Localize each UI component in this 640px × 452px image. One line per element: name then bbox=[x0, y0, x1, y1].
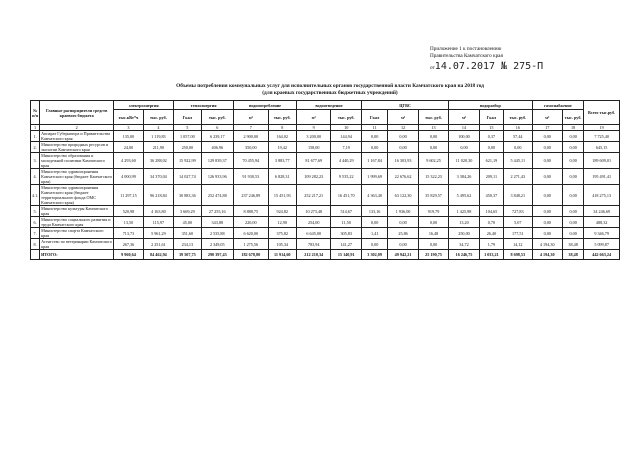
table-cell: 5,07 bbox=[504, 217, 532, 228]
table-cell: 252 217,21 bbox=[296, 185, 331, 206]
table-cell: 450,37 bbox=[479, 185, 503, 206]
table-cell: 6 645,00 bbox=[296, 228, 331, 239]
column-index: 4 bbox=[143, 125, 173, 131]
table-row bbox=[31, 228, 620, 239]
table-cell: 2 251,61 bbox=[143, 239, 173, 250]
column-index: 19 bbox=[584, 125, 620, 131]
table-cell: 621,19 bbox=[479, 153, 503, 169]
column-index: 2 bbox=[40, 125, 114, 131]
column-index: 6 bbox=[201, 125, 233, 131]
table-cell: 144,94 bbox=[331, 131, 361, 142]
table-cell: 7 725,40 bbox=[584, 131, 620, 142]
table-cell: 0,00 bbox=[418, 131, 448, 142]
table-cell: 211,90 bbox=[143, 142, 173, 153]
table-cell: 4 194,30 bbox=[532, 239, 562, 250]
table-cell: 24,00 bbox=[114, 142, 143, 153]
table-cell: 115,97 bbox=[143, 217, 173, 228]
table-cell: 1 275,56 bbox=[234, 239, 269, 250]
group-header: водопотребление bbox=[234, 101, 297, 110]
unit-header: м³ bbox=[449, 110, 479, 125]
table-cell: 5 961,29 bbox=[143, 228, 173, 239]
table-cell: 0,00 bbox=[504, 142, 532, 153]
table-cell: 19,42 bbox=[268, 142, 296, 153]
column-index: 5 bbox=[174, 125, 201, 131]
row-name: Министерство спорта Камчатского края bbox=[40, 228, 114, 239]
table-cell: 133,16 bbox=[361, 206, 387, 217]
table-cell: 343,88 bbox=[201, 217, 233, 228]
table-cell: 0,00 bbox=[388, 239, 418, 250]
column-index: 9 bbox=[296, 125, 331, 131]
table-cell: 305,83 bbox=[331, 228, 361, 239]
table-cell: 0,00 bbox=[418, 239, 448, 250]
table-cell: 0,00 bbox=[479, 142, 503, 153]
column-index: 10 bbox=[331, 125, 361, 131]
table-cell: 0,00 bbox=[532, 142, 562, 153]
table-cell: 0,00 bbox=[562, 142, 583, 153]
table-cell: 10 273,48 bbox=[296, 206, 331, 217]
table-cell: 70 455,94 bbox=[234, 153, 269, 169]
total-cell: 49 942,21 bbox=[388, 250, 418, 260]
table-cell: 250,00 bbox=[174, 142, 201, 153]
table-cell: 0,00 bbox=[532, 185, 562, 206]
table-cell: 418 275,13 bbox=[584, 185, 620, 206]
table-cell: 45,00 bbox=[174, 217, 201, 228]
row-name: Министерство здравоохранения Камчатского края (бюджет территориального фонда ОМС Камчатского края) bbox=[40, 185, 114, 206]
table-cell: 406,96 bbox=[201, 142, 233, 153]
table-cell: 9 602,25 bbox=[418, 153, 448, 169]
table-cell: 488,32 bbox=[584, 217, 620, 228]
table-cell: 919,79 bbox=[418, 206, 448, 217]
table-cell: 514,67 bbox=[331, 206, 361, 217]
table-cell: 1 167,84 bbox=[361, 153, 387, 169]
table-cell: 250,00 bbox=[449, 228, 479, 239]
table-cell: 3 883,77 bbox=[268, 153, 296, 169]
table-cell: 126 933,96 bbox=[201, 169, 233, 185]
table-cell: 189 609,01 bbox=[584, 153, 620, 169]
table-cell: 11,50 bbox=[331, 217, 361, 228]
table-cell: 4 163,80 bbox=[143, 206, 173, 217]
table-cell: 0,00 bbox=[361, 239, 387, 250]
table-cell: 1 425,98 bbox=[449, 206, 479, 217]
unit-header: Гкал bbox=[174, 110, 201, 125]
table-cell: 924,82 bbox=[268, 206, 296, 217]
table-cell: 3 384,26 bbox=[449, 169, 479, 185]
table-cell: 96 218,84 bbox=[143, 185, 173, 206]
table-cell: 4 440,29 bbox=[331, 153, 361, 169]
table-cell: 2 900,00 bbox=[234, 131, 269, 142]
table-cell: 2 535,88 bbox=[201, 228, 233, 239]
table-cell: 34 370,04 bbox=[143, 169, 173, 185]
table-cell: 0,37 bbox=[479, 131, 503, 142]
column-index: 17 bbox=[532, 125, 562, 131]
table-cell: 16 451,70 bbox=[331, 185, 361, 206]
table-cell: 14,12 bbox=[504, 239, 532, 250]
row-name: Министерство образования и молодежной политики Камчатского края bbox=[40, 153, 114, 169]
table-cell: 100,00 bbox=[449, 131, 479, 142]
row-number: 3. bbox=[31, 153, 40, 169]
table-cell: 195 491,41 bbox=[584, 169, 620, 185]
row-name: Министерство культуры Камчатского края bbox=[40, 206, 114, 217]
unit-header: тыс. руб. bbox=[418, 110, 448, 125]
table-cell: 1 119,83 bbox=[143, 131, 173, 142]
table-cell: 6 239,17 bbox=[201, 131, 233, 142]
column-index: 18 bbox=[562, 125, 583, 131]
col-header-total: Всего тыс.руб. bbox=[584, 101, 620, 125]
table-cell: 0,00 bbox=[388, 217, 418, 228]
total-cell: 11 914,60 bbox=[268, 250, 296, 260]
table-cell: 26,40 bbox=[479, 228, 503, 239]
table-cell: 0,00 bbox=[388, 131, 418, 142]
table-cell: 9 535,22 bbox=[331, 169, 361, 185]
row-name: Министерство здравоохранения Камчатского края (бюджет Камчатского края) bbox=[41, 169, 113, 184]
total-cell: 15 140,91 bbox=[331, 250, 361, 260]
table-cell: 13,50 bbox=[114, 217, 143, 228]
table-row bbox=[31, 153, 620, 169]
table-cell: 109 282,23 bbox=[296, 169, 331, 185]
table-cell: 4 363,40 bbox=[361, 185, 387, 206]
table-cell: 35 829,57 bbox=[418, 185, 448, 206]
group-header: водоотведение bbox=[296, 101, 361, 110]
table-cell: 105,34 bbox=[268, 239, 296, 250]
row-number: 4.1. bbox=[31, 185, 40, 206]
table-cell: 0,00 bbox=[418, 142, 448, 153]
table-cell: 34,72 bbox=[449, 239, 479, 250]
table-cell: 15 922,99 bbox=[174, 153, 201, 169]
table-cell: 1,79 bbox=[479, 239, 503, 250]
table-cell: 1,41 bbox=[361, 228, 387, 239]
row-name: Министерство природных ресурсов и экологии Камчатского края bbox=[40, 142, 114, 153]
total-cell: 182 678,80 bbox=[234, 250, 269, 260]
table-cell: 0,00 bbox=[562, 153, 583, 169]
table-row bbox=[31, 185, 620, 206]
group-header: водоразбор bbox=[449, 101, 532, 110]
table-cell: 209,11 bbox=[479, 169, 503, 185]
table-cell: 237 246,89 bbox=[234, 185, 269, 206]
table-cell: 254,00 bbox=[296, 217, 331, 228]
table-cell: 0,00 bbox=[532, 217, 562, 228]
col-header-number: № п/п bbox=[31, 101, 40, 125]
table-cell: 783,94 bbox=[296, 239, 331, 250]
column-index: 13 bbox=[418, 125, 448, 131]
column-index: 11 bbox=[361, 125, 387, 131]
table-cell: 0,00 bbox=[562, 169, 583, 185]
table-cell: 0,00 bbox=[361, 142, 387, 153]
header-line-2: Правительства Камчатского края bbox=[430, 53, 503, 59]
table-cell: 30 883,36 bbox=[174, 185, 201, 206]
table-cell: 22 676,62 bbox=[388, 169, 418, 185]
row-number: 7. bbox=[31, 228, 40, 239]
total-row bbox=[31, 250, 620, 260]
date-stamp bbox=[430, 61, 630, 74]
table-cell: 1 936,00 bbox=[388, 206, 418, 217]
table-cell: 0,00 bbox=[532, 169, 562, 185]
table-cell: 34 246,69 bbox=[584, 206, 620, 217]
unit-header: тыс. руб. bbox=[504, 110, 532, 125]
unit-header: м³ bbox=[388, 110, 418, 125]
table-cell: 267,36 bbox=[114, 239, 143, 250]
col-header-name: Главные распорядители средств краевого бюджета bbox=[40, 101, 114, 125]
total-cell: 290 397,43 bbox=[201, 250, 233, 260]
row-number: 6. bbox=[31, 217, 40, 228]
table-cell: 91 930,53 bbox=[234, 169, 269, 185]
row-number: 5. bbox=[31, 206, 40, 217]
resolution-header bbox=[430, 46, 630, 74]
table-cell: 5 495,62 bbox=[449, 185, 479, 206]
table-row bbox=[31, 169, 620, 185]
table-cell: 15 322,23 bbox=[418, 169, 448, 185]
table-cell: 158,00 bbox=[296, 142, 331, 153]
table-cell: 63 122,30 bbox=[388, 185, 418, 206]
table-cell: 14 027,74 bbox=[174, 169, 201, 185]
table-cell: 16,48 bbox=[418, 228, 448, 239]
total-cell: 1 033,21 bbox=[479, 250, 503, 260]
row-number: 4. bbox=[31, 169, 40, 185]
table-cell: 350,00 bbox=[234, 142, 269, 153]
table-cell: 6 828,31 bbox=[268, 169, 296, 185]
table-cell: 220,00 bbox=[234, 217, 269, 228]
column-index: 8 bbox=[268, 125, 296, 131]
total-cell: 84 462,94 bbox=[143, 250, 173, 260]
table-cell: 25,86 bbox=[388, 228, 418, 239]
table-cell: 81 677,69 bbox=[296, 153, 331, 169]
table-cell: 36 288,02 bbox=[143, 153, 173, 169]
table-cell: 713,73 bbox=[114, 228, 143, 239]
column-index: 12 bbox=[388, 125, 418, 131]
table-cell: 12,90 bbox=[268, 217, 296, 228]
total-cell: 25 190,75 bbox=[418, 250, 448, 260]
table-cell: 0,00 bbox=[562, 228, 583, 239]
unit-header: м³ bbox=[296, 110, 331, 125]
total-cell: 4 194,30 bbox=[532, 250, 562, 260]
total-cell: 212 210,34 bbox=[296, 250, 331, 260]
total-cell: 9 960,64 bbox=[114, 250, 143, 260]
total-cell: 3 302,09 bbox=[361, 250, 387, 260]
table-row bbox=[31, 142, 620, 153]
column-index: 16 bbox=[504, 125, 532, 131]
table-cell: 0,00 bbox=[361, 217, 387, 228]
unit-header: тыс. руб. bbox=[268, 110, 296, 125]
table-cell: 5 099,87 bbox=[584, 239, 620, 250]
table-cell: 0,00 bbox=[532, 228, 562, 239]
table-cell: 11 020,30 bbox=[449, 153, 479, 169]
column-index: 7 bbox=[234, 125, 269, 131]
group-header: теплоэнергия bbox=[174, 101, 234, 110]
consumption-table bbox=[30, 100, 620, 260]
table-cell: 3 669,29 bbox=[174, 206, 201, 217]
column-index: 1 bbox=[31, 125, 40, 131]
unit-header: тыс.кВт*ч bbox=[114, 110, 143, 125]
unit-header: тыс. руб. bbox=[201, 110, 233, 125]
total-cell: 16 246,75 bbox=[449, 250, 479, 260]
title-line-1: Объемы потребления коммунальных услуг для исполнительных органов государственной власти Камчатского края на 2018 год bbox=[176, 83, 484, 89]
total-row-number bbox=[31, 250, 40, 260]
unit-header: Гкал bbox=[479, 110, 503, 125]
table-cell: 234,13 bbox=[174, 239, 201, 250]
table-cell: 2 271,43 bbox=[504, 169, 532, 185]
table-cell: 13,20 bbox=[449, 217, 479, 228]
total-label: ИТОГО: bbox=[40, 250, 114, 260]
total-cell: 442 663,24 bbox=[584, 250, 620, 260]
row-number: 8. bbox=[31, 239, 40, 250]
table-cell: 27 255,16 bbox=[201, 206, 233, 217]
table-cell: 177,51 bbox=[504, 228, 532, 239]
table-cell: 16 303,93 bbox=[388, 153, 418, 169]
row-name: Агентство по ветеринарии Камчатского края bbox=[41, 239, 112, 249]
table-cell: 3 200,00 bbox=[296, 131, 331, 142]
table-cell: 645,15 bbox=[584, 142, 620, 153]
table-cell: 0,00 bbox=[562, 206, 583, 217]
table-cell: 15 451,93 bbox=[268, 185, 296, 206]
table-row bbox=[31, 217, 620, 228]
table-cell: 1 999,69 bbox=[361, 169, 387, 185]
table-cell: 38,48 bbox=[562, 239, 583, 250]
table-cell: 0,00 bbox=[532, 131, 562, 142]
table-cell: 375,82 bbox=[268, 228, 296, 239]
table-cell: 11 297,15 bbox=[114, 185, 143, 206]
table-cell: 5 445,11 bbox=[504, 153, 532, 169]
table-cell: 0,00 bbox=[388, 142, 418, 153]
document-title bbox=[150, 83, 510, 96]
title-line-2: (для краевых государственных бюджетных учреждений) bbox=[262, 89, 398, 96]
table-cell: 141,27 bbox=[331, 239, 361, 250]
table-cell: 164,02 bbox=[268, 131, 296, 142]
table-cell: 6 620,00 bbox=[234, 228, 269, 239]
table-cell: 351,60 bbox=[174, 228, 201, 239]
total-cell: 39 507,75 bbox=[174, 250, 201, 260]
unit-header: м³ bbox=[532, 110, 562, 125]
table-cell: 1 057,00 bbox=[174, 131, 201, 142]
table-cell: 8 888,75 bbox=[234, 206, 269, 217]
unit-header: тыс. руб. bbox=[562, 110, 583, 125]
unit-header: Гкал bbox=[361, 110, 387, 125]
date-value: 14.07.2017 № 275-П bbox=[434, 61, 544, 72]
table-cell: 135,00 bbox=[114, 131, 143, 142]
table-cell: 7,19 bbox=[331, 142, 361, 153]
table-cell: 104,65 bbox=[479, 206, 503, 217]
unit-header: тыс. руб. bbox=[331, 110, 361, 125]
table-row bbox=[31, 131, 620, 142]
table-cell: 0,00 bbox=[562, 217, 583, 228]
group-header: электроэнергия bbox=[114, 101, 174, 110]
table-cell: 0,00 bbox=[562, 131, 583, 142]
table-cell: 3 848,21 bbox=[504, 185, 532, 206]
total-cell: 38,48 bbox=[562, 250, 583, 260]
table-cell: 4 000,99 bbox=[114, 169, 143, 185]
table-cell: 129 839,37 bbox=[201, 153, 233, 169]
table-cell: 0,00 bbox=[361, 131, 387, 142]
group-header: ЦГВС bbox=[361, 101, 448, 110]
table-cell: 0,00 bbox=[532, 153, 562, 169]
table-cell: 4 293,60 bbox=[114, 153, 143, 169]
column-index: 15 bbox=[479, 125, 503, 131]
table-cell: 252 474,88 bbox=[201, 185, 233, 206]
column-index: 14 bbox=[449, 125, 479, 131]
header-line-1: Приложение 1 к постановлению bbox=[430, 46, 502, 52]
total-cell: 8 698,53 bbox=[504, 250, 532, 260]
row-number: 2. bbox=[31, 142, 40, 153]
table-cell: 0,00 bbox=[449, 142, 479, 153]
table-cell: 0,00 bbox=[418, 217, 448, 228]
table-cell: 2 349,05 bbox=[201, 239, 233, 250]
table-cell: 57,44 bbox=[504, 131, 532, 142]
table-cell: 9 346,79 bbox=[584, 228, 620, 239]
unit-header: тыс. руб. bbox=[143, 110, 173, 125]
column-index: 3 bbox=[114, 125, 143, 131]
table-row bbox=[31, 206, 620, 217]
table-cell: 727,83 bbox=[504, 206, 532, 217]
table-cell: 0,00 bbox=[562, 185, 583, 206]
row-name: Министерство социального развития и труда Камчатского края bbox=[40, 217, 114, 228]
row-number: 1. bbox=[31, 131, 40, 142]
table-row bbox=[31, 239, 620, 250]
table-cell: 0,00 bbox=[532, 206, 562, 217]
group-header: газоснабжение bbox=[532, 101, 584, 110]
table-cell: 520,98 bbox=[114, 206, 143, 217]
row-name: Аппарат Губернатора и Правительства Камчатского края bbox=[40, 131, 114, 142]
table-cell: 0,70 bbox=[479, 217, 503, 228]
unit-header: м³ bbox=[234, 110, 269, 125]
date-prefix: от bbox=[430, 65, 435, 71]
